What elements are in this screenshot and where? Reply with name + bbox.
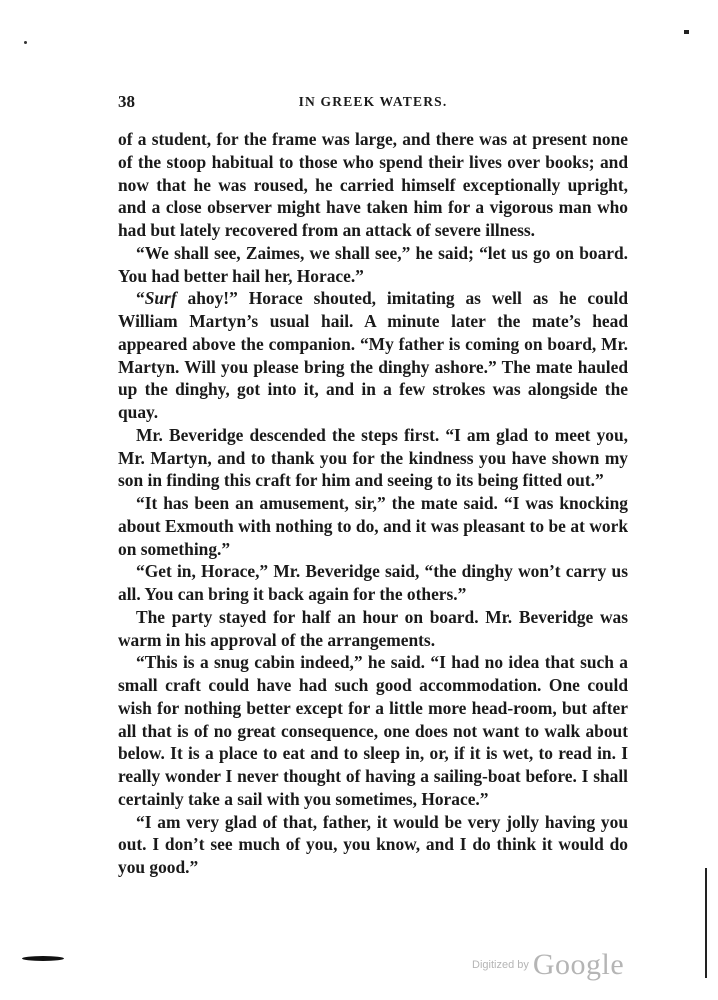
watermark-prefix: Digitized by [472, 959, 529, 971]
scan-speck [684, 30, 689, 34]
paragraph [118, 560, 628, 606]
running-head: IN GREEK WATERS. [298, 94, 448, 109]
scan-edge-mark [22, 956, 64, 961]
italic-text: Surf [144, 288, 177, 309]
paragraph [118, 242, 628, 288]
page-header [118, 92, 628, 116]
paragraph-text: “We shall see, Zaimes, we shall see,” he said; “let us go on board. You had better hail her, Horace.” [118, 242, 628, 286]
paragraph [118, 128, 628, 242]
paragraph-text: ahoy!” Horace shouted, imitating as well as he could William Martyn’s usual hail. A minute later the mate’s head appeared above the companion. “My father is coming on board, Mr. Martyn. Will you please bring the dinghy ashore.” The mate hauled up the dinghy, got into it, and in a few strokes was alongside the quay. [118, 288, 628, 422]
paragraph-text: The party stayed for half an hour on board. Mr. Beveridge was warm in his approval of the arrangements. [118, 606, 628, 650]
paragraph-text: “This is a snug cabin indeed,” he said. “I had no idea that such a small craft could have had such good accommodation. One could wish for nothing better except for a little more head-room, but after all that is of no great consequence, one does not want to walk about below. It is a place to eat and to sleep in, or, if it is wet, to read in. I really wonder I never thought of having a sailing-boat before. I shall certainly take a sail with you sometimes, Horace.” [118, 652, 628, 809]
paragraph-text: Mr. Beveridge descended the steps first. “I am glad to meet you, Mr. Martyn, and to thank you for the kindness you have shown my son in finding this craft for him and seeing to its being fitted out.” [118, 424, 628, 491]
paragraph-text: “Get in, Horace,” Mr. Beveridge said, “the dinghy won’t carry us all. You can bring it back again for the others.” [118, 561, 628, 604]
paragraph-text: “ [136, 288, 145, 309]
paragraph [118, 606, 628, 652]
paragraph [118, 811, 628, 879]
paragraph [118, 287, 628, 424]
scan-speck [24, 41, 27, 44]
body-text [118, 128, 628, 879]
paragraph [118, 651, 628, 810]
scan-edge-line [705, 868, 707, 978]
page-number: 38 [118, 92, 135, 111]
paragraph-text: “It has been an amusement, sir,” the mate said. “I was knocking about Exmouth with nothing to do, and it was pleasant to be at work on something.” [118, 493, 628, 559]
watermark-brand: Google [532, 948, 625, 981]
paragraph-text: “I am very glad of that, father, it would be very jolly having you out. I don’t see much of you, you know, and I do think it would do you good.” [118, 811, 628, 877]
paragraph [118, 424, 628, 492]
digitized-by-watermark [472, 948, 624, 982]
paragraph [118, 492, 628, 560]
paragraph-text: of a student, for the frame was large, and there was at present none of the stoop habitual to those who spend their lives over books; and now that he was roused, he carried himself exceptionally upright, and a close observer might have taken him for a vigorous man who had but lately recovered from an attack of severe illness. [118, 129, 628, 240]
